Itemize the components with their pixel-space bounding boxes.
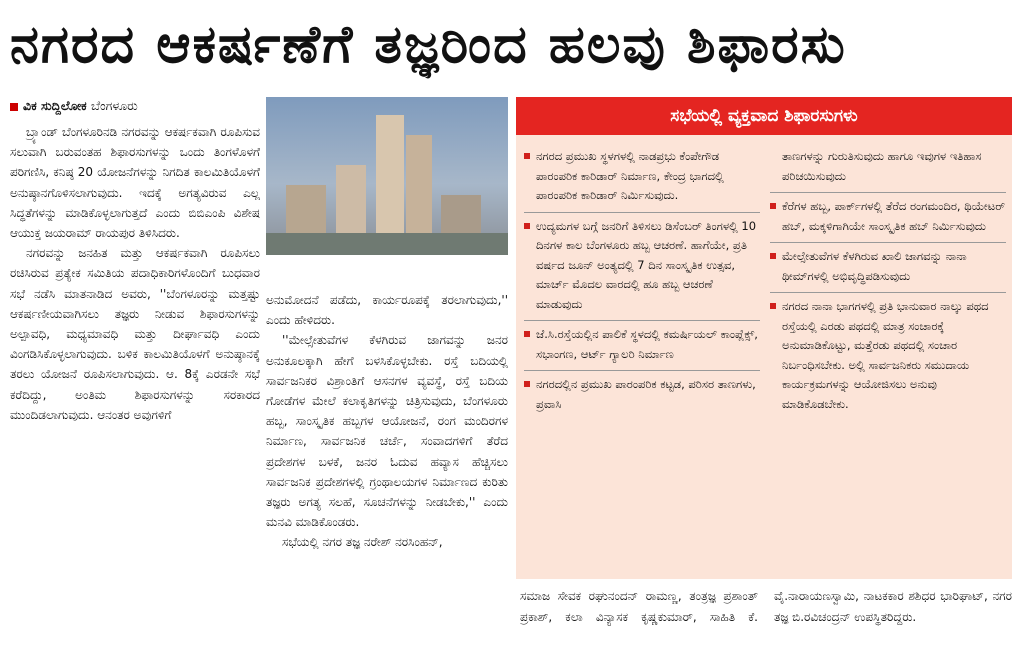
list-item: ನಗರದ ನಾನಾ ಭಾಗಗಳಲ್ಲಿ ಪ್ರತಿ ಭಾನುವಾರ ನಾಲ್ಕು ಪಥದ ರಸ್ತೆಯಲ್ಲಿ ಎರಡು ಪಥದಲ್ಲಿ ಮಾತ್ರ ಸಂಚಾರಕ್ಕೆ ಅನುಮಾಡಿಕೊಟ್ಟು, ಮತ್ತೆರಡು ಪಥದಲ್ಲಿ ಸಂಚಾರ ನಿರ್ಬಂಧಿಸಬೇಕು. ಅಲ್ಲಿ ಸಾರ್ವಜನಿಕರು ಸಮುದಾಯ ಕಾರ್ಯಕ್ರಮಗಳನ್ನು ಆಯೋಜಿಸಲು ಅನುವು ಮಾಡಿಕೊಡಬೇಕು.	[770, 293, 1006, 420]
list-item: ಜೆ.ಸಿ.ರಸ್ತೆಯಲ್ಲಿನ ಪಾಲಿಕೆ ಸ್ಥಳದಲ್ಲಿ ಕಮರ್ಷಿಯಲ್ ಕಾಂಪ್ಲೆಕ್ಸ್, ಸಭಾಂಗಣ, ಆರ್ಟ್ ಗ್ಯಾಲರಿ ನಿರ್ಮಾಣ	[524, 321, 760, 371]
bullet-icon	[524, 331, 530, 337]
bullet-icon	[524, 153, 530, 159]
recommendations-box	[516, 97, 1012, 579]
bullet-icon	[770, 253, 776, 259]
box-left-column	[524, 143, 760, 420]
bullet-icon	[524, 223, 530, 229]
bullet-icon	[770, 303, 776, 309]
article-column-2	[266, 290, 508, 655]
list-item: ನಗರದ ಪ್ರಮುಖ ಸ್ಥಳಗಳಲ್ಲಿ ನಾಡಪ್ರಭು ಕೆಂಪೇಗೌಡ ಪಾರಂಪರಿಕ ಕಾರಿಡಾರ್ ನಿರ್ಮಾಣ, ಕೇಂದ್ರ ಭಾಗದಲ್ಲಿ ಪಾರಂಪರಿಕ ಕಾರಿಡಾರ್ ನಿರ್ಮಿಸುವುದು.	[524, 143, 760, 213]
list-item: ಕೆರೆಗಳ ಹಬ್ಬ, ಪಾರ್ಕ್‌ಗಳಲ್ಲಿ ತೆರೆದ ರಂಗಮಂದಿರ, ಥಿಯೇಟರ್ ಹಬ್, ಮಕ್ಕಳಿಗಾಗಿಯೇ ಸಾಂಸ್ಕೃತಿಕ ಹಬ್ ನಿರ್ಮಿಸುವುದು	[770, 193, 1006, 243]
paragraph: ಬ್ರ್ಯಾಂಡ್ ಬೆಂಗಳೂರಿನಡಿ ನಗರವನ್ನು ಆಕರ್ಷಕವಾಗಿ ರೂಪಿಸುವ ಸಲುವಾಗಿ ಬರುವಂತಹ ಶಿಫಾರಸುಗಳನ್ನು ಒಂದು ತಿಂಗಳೊಳಗೆ ಪರಿಗಣಿಸಿ, ಕನಿಷ್ಠ 20 ಯೋಜನೆಗಳನ್ನು ನಿಗದಿತ ಕಾಲಮಿತಿಯೊಳಗೆ ಅನುಷ್ಠಾನಗೊಳಿಸಲಾಗುವುದು. ಇದಕ್ಕೆ ಅಗತ್ಯವಿರುವ ಎಲ್ಲ ಸಿದ್ಧತೆಗಳನ್ನು ಮಾಡಿಕೊಳ್ಳಲಾಗುತ್ತದೆ ಎಂದು ಬಿಬಿಎಂಪಿ ವಿಶೇಷ ಆಯುಕ್ತ ಜಯರಾಮ್ ರಾಯಪುರ ತಿಳಿಸಿದರು.	[10, 125, 260, 241]
article-column-1	[10, 122, 260, 652]
box-title: ಸಭೆಯಲ್ಲಿ ವ್ಯಕ್ತವಾದ ಶಿಫಾರಸುಗಳು	[516, 97, 1012, 135]
bullet-icon	[524, 381, 530, 387]
article-column-3: ಸಮಾಜ ಸೇವಕ ರಘುನಂದನ್ ರಾಮಣ್ಣ, ತಂತ್ರಜ್ಞ ಪ್ರಶಾಂತ್ ಪ್ರಕಾಶ್, ಕಲಾ ವಿನ್ಯಾಸಕ ಕೃಷ್ಣಕುಮಾರ್, ಸಾಹಿತಿ ಕೆ. ವೈ.ನಾರಾಯಣಸ್ವಾಮಿ, ನಾಟಕಕಾರ ಶಶಿಧರ ಭಾರಿಘಾಟ್, ನಗರ ತಜ್ಞ ಬಿ.ರವಿಚಂದ್ರನ್ ಉಪಸ್ಥಿತರಿದ್ದರು.	[520, 589, 1012, 624]
list-item: ನಗರದಲ್ಲಿನ ಪ್ರಮುಖ ಪಾರಂಪರಿಕ ಕಟ್ಟಡ, ಪರಿಸರ ತಾಣಗಳು, ಪ್ರವಾಸಿ	[524, 371, 760, 420]
headline: ನಗರದ ಆಕರ್ಷಣೆಗೆ ತಜ್ಞರಿಂದ ಹಲವು ಶಿಫಾರಸು	[10, 15, 847, 75]
list-item: ಉದ್ಯಮಗಳ ಬಗ್ಗೆ ಜನರಿಗೆ ತಿಳಿಸಲು ಡಿಸೆಂಬರ್ ತಿಂಗಳಲ್ಲಿ 10 ದಿನಗಳ ಕಾಲ ಬೆಂಗಳೂರು ಹಬ್ಬ ಆಚರಣೆ. ಹಾಗೆಯೇ, ಪ್ರತಿ ವರ್ಷದ ಜೂನ್ ಅಂತ್ಯದಲ್ಲಿ 7 ದಿನ ಸಾಂಸ್ಕೃತಿಕ ಉತ್ಸವ, ಮಾರ್ಚ್ ಮೊದಲ ವಾರದಲ್ಲಿ ಹೂ ಹಬ್ಬ ಆಚರಣೆ ಮಾಡುವುದು	[524, 213, 760, 322]
list-item-continued: ತಾಣಗಳನ್ನು ಗುರುತಿಸುವುದು ಹಾಗೂ ಇವುಗಳ ಇತಿಹಾಸ ಪರಿಚಯಿಸುವುದು	[770, 143, 1006, 193]
list-item: ಮೇಲ್ಸೇತುವೆಗಳ ಕೆಳಗಿರುವ ಖಾಲಿ ಜಾಗವನ್ನು ನಾನಾ ಥೀಮ್‌ಗಳಲ್ಲಿ ಅಭಿವೃದ್ಧಿಪಡಿಸುವುದು	[770, 243, 1006, 293]
bullet-icon	[770, 203, 776, 209]
paragraph: ''ಮೇಲ್ಸೇತುವೆಗಳ ಕೆಳಗಿರುವ ಜಾಗವನ್ನು ಜನರ ಅನುಕೂಲಕ್ಕಾಗಿ ಹೇಗೆ ಬಳಸಿಕೊಳ್ಳಬೇಕು. ರಸ್ತೆ ಬದಿಯಲ್ಲಿ ಸಾರ್ವಜನಿಕರ ವಿಶ್ರಾಂತಿಗೆ ಆಸನಗಳ ವ್ಯವಸ್ಥೆ, ರಸ್ತೆ ಬದಿಯ ಗೋಡೆಗಳ ಮೇಲೆ ಕಲಾಕೃತಿಗಳನ್ನು ಚಿತ್ರಿಸುವುದು, ಬೆಂಗಳೂರು ಹಬ್ಬ, ಸಾಂಸ್ಕೃತಿಕ ಹಬ್ಬಗಳ ಆಯೋಜನೆ, ರಂಗ ಮಂದಿರಗಳ ನಿರ್ಮಾಣ, ಸಾರ್ವಜನಿಕ ಚರ್ಚೆ, ಸಂವಾದಗಳಿಗೆ ತೆರೆದ ಪ್ರದೇಶಗಳ ಬಳಕೆ, ಜನರ ಓದುವ ಹವ್ಯಾಸ ಹೆಚ್ಚಿಸಲು ಸಾರ್ವಜನಿಕ ಪ್ರದೇಶಗಳಲ್ಲಿ ಗ್ರಂಥಾಲಯಗಳ ನಿರ್ಮಾಣದ ಕುರಿತು ತಜ್ಞರು ಅಗತ್ಯ ಸಲಹೆ, ಸೂಚನೆಗಳನ್ನು ನೀಡಬೇಕು,'' ಎಂದು ಮನವಿ ಮಾಡಿಕೊಂಡರು.	[266, 333, 508, 530]
paragraph: ನಗರವನ್ನು ಜನಹಿತ ಮತ್ತು ಆಕರ್ಷಕವಾಗಿ ರೂಪಿಸಲು ರಚಿಸಿರುವ ಪ್ರತ್ಯೇಕ ಸಮಿತಿಯ ಪದಾಧಿಕಾರಿಗಳೊಂದಿಗೆ ಬುಧವಾರ ಸಭೆ ನಡೆಸಿ ಮಾತನಾಡಿದ ಅವರು, ''ಬೆಂಗಳೂರನ್ನು ಮತ್ತಷ್ಟು ಆಕರ್ಷಣೀಯವಾಗಿಸಲು ತಜ್ಞರು ನೀಡುವ ಶಿಫಾರಸುಗಳನ್ನು ಅಲ್ಪಾವಧಿ, ಮಧ್ಯಮಾವಧಿ ಮತ್ತು ದೀರ್ಘಾವಧಿ ಎಂದು ವಿಂಗಡಿಸಿಕೊಳ್ಳಲಾಗುವುದು. ಬಳಿಕ ಕಾಲಮಿತಿಯೊಳಗೆ ಅನುಷ್ಠಾನಕ್ಕೆ ತರಲು ಯೋಜನೆ ರೂಪಿಸಲಾಗುವುದು. ಆ. 8ಕ್ಕೆ ಎರಡನೇ ಸಭೆ ಕರೆದಿದ್ದು, ಅಂತಿಮ ಶಿಫಾರಸುಗಳನ್ನು ಸರಕಾರದ ಮುಂದಿಡಲಾಗುವುದು. ಆನಂತರ ಅವುಗಳಿಗೆ	[10, 246, 260, 422]
square-bullet-icon	[10, 103, 18, 111]
city-skyline-photo	[266, 97, 508, 255]
byline-source: ವಿಕ ಸುದ್ದಿಲೋಕ	[23, 98, 87, 113]
byline	[10, 98, 260, 114]
box-right-column	[770, 143, 1006, 420]
paragraph: ಸಭೆಯಲ್ಲಿ ನಗರ ತಜ್ಞ ನರೇಶ್ ನರಸಿಂಹನ್,	[282, 535, 443, 550]
byline-city: ಬೆಂಗಳೂರು	[91, 98, 138, 113]
paragraph: ಅನುಮೋದನೆ ಪಡೆದು, ಕಾರ್ಯರೂಪಕ್ಕೆ ತರಲಾಗುವುದು,'' ಎಂದು ಹೇಳಿದರು.	[266, 293, 508, 328]
